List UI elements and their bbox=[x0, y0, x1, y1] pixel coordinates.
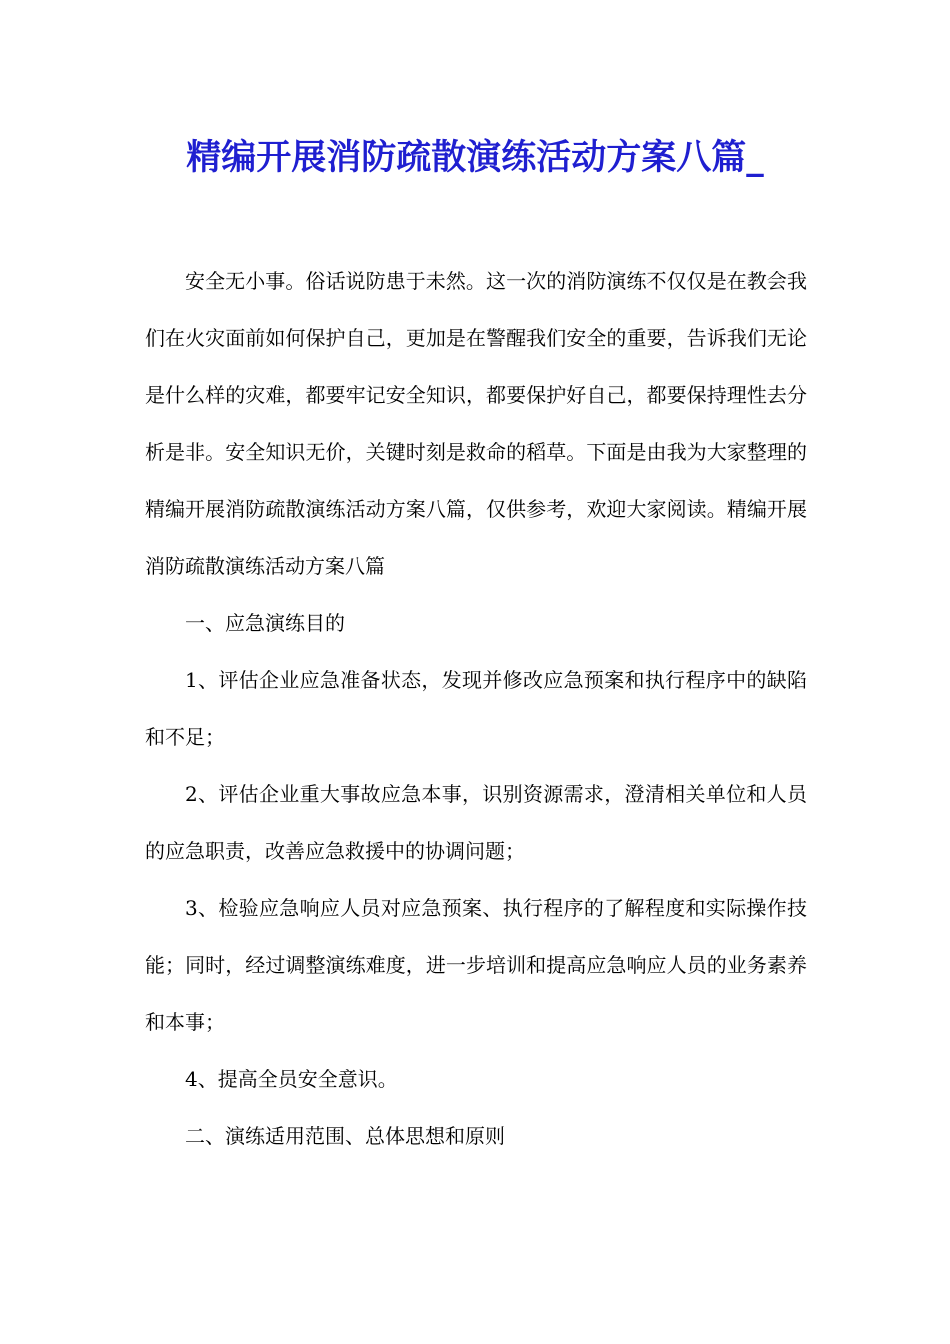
list-item-1: 1、评估企业应急准备状态，发现并修改应急预案和执行程序中的缺陷和不足； bbox=[145, 668, 807, 749]
intro-paragraph: 安全无小事。俗话说防患于未然。这一次的消防演练不仅仅是在教会我们在火灾面前如何保护自己，更加是在警醒我们安全的重要，告诉我们无论是什么样的灾难，都要牢记安全知识，都要保护好自己，都要保持理性去分析是非。安全知识无价，关键时刻是救命的稻草。下面是由我为大家整理的精编开展消防疏散演练活动方案八篇，仅供参考，欢迎大家阅读。精编开展消防疏散演练活动方案八篇 bbox=[145, 269, 807, 578]
list-item-4: 4、提高全员安全意识。 bbox=[185, 1067, 398, 1091]
document-title: 精编开展消防疏散演练活动方案八篇_ bbox=[186, 137, 764, 178]
document-body bbox=[145, 253, 807, 1165]
section-heading-scope: 二、演练适用范围、总体思想和原则 bbox=[185, 1124, 505, 1148]
list-item-3: 3、检验应急响应人员对应急预案、执行程序的了解程度和实际操作技能；同时，经过调整演练难度，进一步培训和提高应急响应人员的业务素养和本事； bbox=[145, 896, 807, 1034]
list-item-2: 2、评估企业重大事故应急本事，识别资源需求，澄清相关单位和人员的应急职责，改善应急救援中的协调问题； bbox=[145, 782, 807, 863]
section-heading-purpose: 一、应急演练目的 bbox=[185, 611, 345, 635]
